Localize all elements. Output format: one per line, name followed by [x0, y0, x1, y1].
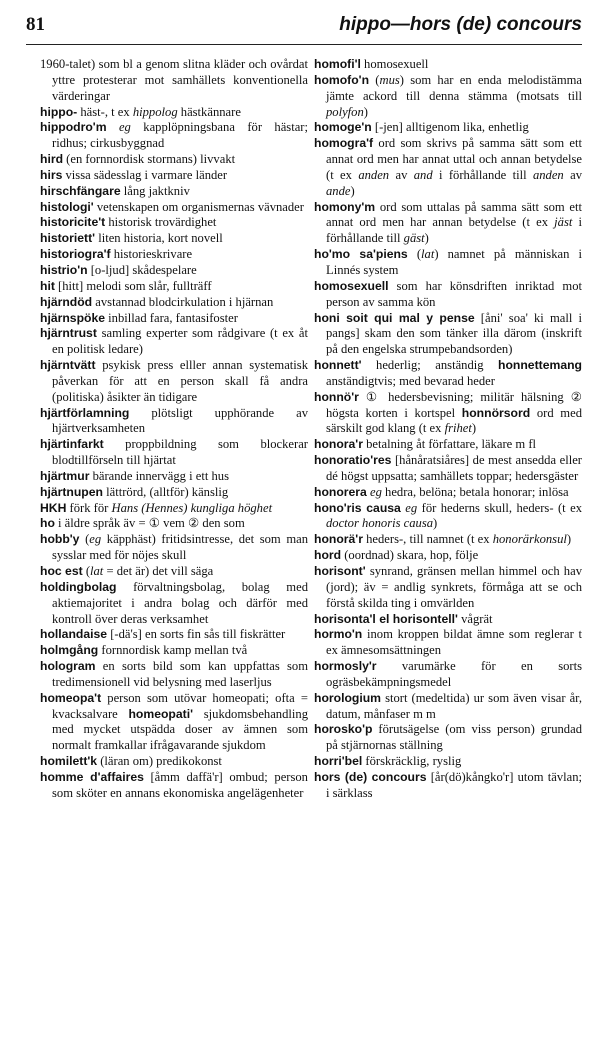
- dictionary-entry: [40, 168, 308, 184]
- entry-text: psykisk press elller annan systematisk påverkan för att en person skall få andra (politiska) åsikter än tidigare: [52, 358, 308, 404]
- entry-text: person som utövar homeopati; ofta = kvacksalvare: [52, 690, 308, 721]
- entry-text: [-dä's] en sorts fin sås till fiskrätter: [107, 627, 286, 642]
- dictionary-entry: [314, 548, 582, 564]
- entry-text: inbillad fara, fantasifoster: [105, 310, 238, 325]
- entry-text: inom kroppen bildat ämne som reglerar t ex ämnesomsättningen: [326, 627, 582, 658]
- entry-text: historisk trovärdighet: [105, 215, 217, 230]
- dictionary-entry: [40, 184, 308, 200]
- dictionary-entry: [314, 120, 582, 136]
- dictionary-entry: [314, 501, 582, 533]
- dictionary-entry: [40, 105, 308, 121]
- dictionary-entry: [314, 437, 582, 453]
- dictionary-entry: [314, 453, 582, 485]
- entry-headword: ho'mo sa'piens: [314, 247, 408, 262]
- entry-text: [åmm daffä'r] ombud; person som sköter en annans ekonomiska angelägenheter: [52, 769, 308, 800]
- entry-text: [åni' soa' ki mall i pangs] skam den som tänker illa därom (inskrift på den engelska strumpebandsorden): [326, 310, 582, 357]
- entry-text: bärande innervägg i ett hus: [89, 468, 229, 483]
- entry-headword: honnö'r: [314, 389, 359, 404]
- entry-text: ord som uttalas på samma sätt som ett annat ord men har annan betydelse (t ex: [326, 199, 582, 230]
- entry-headword: HKH: [40, 500, 67, 515]
- dictionary-entry: [40, 215, 308, 231]
- entry-text: eg: [118, 120, 131, 135]
- entry-headword: honnettemang: [498, 358, 582, 373]
- right-column: [314, 57, 582, 802]
- entry-text: lättrörd, (alltför) känslig: [102, 484, 229, 499]
- entry-text: ): [566, 532, 572, 547]
- entry-text: ): [350, 183, 355, 198]
- dictionary-entry: [314, 627, 582, 659]
- entry-headword: hjärnspöke: [40, 310, 106, 325]
- entry-headword: hjärntvätt: [40, 358, 96, 373]
- entry-text: plötsligt upphörande av hjärtverksamheten: [52, 405, 308, 436]
- entry-text: honorärkonsul: [492, 532, 567, 547]
- dictionary-entry: [314, 722, 582, 754]
- entry-headword: hjärntrust: [40, 326, 97, 341]
- entry-text: (en fornnordisk stormans) livvakt: [63, 152, 236, 167]
- dictionary-entry: [40, 627, 308, 643]
- entry-text: [107, 120, 119, 134]
- entry-headword: homogra'f: [314, 136, 374, 151]
- entry-headword: hit: [40, 278, 55, 293]
- dictionary-entry: [40, 295, 308, 311]
- entry-headword: hirschfängare: [40, 183, 121, 198]
- entry-headword: homony'm: [314, 199, 376, 214]
- entry-text: förskräcklig, ryslig: [362, 754, 462, 769]
- entry-headword: hird: [40, 152, 64, 167]
- entry-text: varumärke för en sorts ogräsbekämpningsmedel: [326, 659, 582, 689]
- entry-headword: hirs: [40, 167, 63, 182]
- dictionary-entry: [40, 231, 308, 247]
- entry-headword: homofi'l: [314, 57, 361, 71]
- dictionary-entry: [314, 564, 582, 612]
- dictionary-entry: [40, 564, 308, 580]
- entry-headword: hologram: [40, 659, 96, 674]
- entry-text: i äldre språk äv = ① vem ② den som: [54, 516, 245, 531]
- entry-text: ) som har en enda melodistämma jämte ackord till denna stämma (motsats till: [326, 72, 583, 103]
- entry-text: anden: [532, 167, 564, 182]
- dictionary-entry: [40, 691, 308, 754]
- entry-headword: homoge'n: [314, 120, 372, 135]
- entry-text: and: [413, 167, 433, 182]
- entry-text: polyfon: [326, 104, 364, 119]
- entry-text: hederlig; anständig: [361, 358, 499, 373]
- entry-headword: holmgång: [40, 643, 99, 658]
- entry-headword: hippo-: [40, 104, 78, 119]
- dictionary-entry: [40, 754, 308, 770]
- running-head: hippo—hors (de) concours: [339, 14, 582, 35]
- entry-text: sjukdomsbehandling med mycket utspädda doser av ämnen som normalt framkallar ifrågavarande sjukdom: [52, 706, 308, 753]
- entry-headword: histrio'n: [40, 262, 88, 277]
- entry-text: avstannad blodcirkulation i hjärnan: [92, 294, 274, 309]
- entry-headword: hobb'y: [40, 532, 80, 547]
- entry-headword: horosko'p: [314, 722, 373, 737]
- entry-text: anständigtvis; med bevarad heder: [326, 373, 495, 388]
- entry-text: synrand, gränsen mellan himmel och hav (jord); äv = andlig synkrets, förmåga att se och förstå skilda ting i omvärlden: [326, 564, 582, 610]
- dictionary-entry: [40, 501, 308, 517]
- entry-headword: honnett': [314, 358, 362, 373]
- entry-text: hippolog: [132, 104, 178, 119]
- entry-text: kapplöpningsbana för hästar; ridhus; cirkusbyggnad: [52, 120, 308, 151]
- entry-headword: hormo'n: [314, 627, 363, 642]
- entry-text: [hitt] melodi som slår, fullträff: [54, 278, 212, 293]
- entry-text: vågrät: [457, 611, 493, 626]
- entry-text: = det är) det vill säga: [103, 564, 214, 578]
- entry-text: [o-ljud] skådespelare: [87, 262, 197, 277]
- entry-text: doctor honoris causa: [326, 516, 434, 531]
- dictionary-entry: [40, 437, 308, 469]
- dictionary-entry: [40, 311, 308, 327]
- entry-text: (: [79, 532, 90, 547]
- entry-text: ① hedersbevisning; militär hälsning ② högsta korten i kortspel: [326, 389, 582, 420]
- entry-text: fornnordisk kamp mellan två: [98, 643, 248, 658]
- entry-text: förvaltningsbolag, bolag med aktiemajoritet i andra bolag och därför med kontroll över deras verksamhet: [52, 579, 308, 626]
- entry-text: eg: [89, 532, 102, 547]
- entry-text: av: [389, 167, 414, 182]
- entry-text: i förhållande till: [326, 215, 582, 246]
- entry-text: av: [563, 167, 582, 182]
- dictionary-entry: [40, 57, 308, 105]
- entry-text: samling experter som rådgivare (t ex åt en politisk ledare): [52, 326, 308, 357]
- entry-text: homosexuell: [360, 57, 429, 71]
- dictionary-entry: [314, 390, 582, 438]
- dictionary-entry: [40, 659, 308, 691]
- dictionary-entry: [40, 770, 308, 802]
- entry-headword: homme d'affaires: [40, 769, 144, 784]
- entry-text: häst-, t ex: [77, 104, 133, 119]
- entry-headword: hord: [314, 548, 342, 563]
- entry-text: stort (medeltida) ur som även visar år, datum, månfaser m m: [326, 690, 582, 721]
- dictionary-entry: [314, 358, 582, 390]
- dictionary-entry: [40, 532, 308, 564]
- entry-headword: hjärtmur: [40, 468, 90, 483]
- dictionary-entry: [40, 326, 308, 358]
- dictionary-entry: [40, 200, 308, 216]
- entry-text: käpphäst) fritidsintresse, det som man sysslar med för nöjes skull: [52, 532, 309, 563]
- entry-text: 1960-talet) som bl a genom slitna kläder och ovårdat yttre protesterar mot samhällets konventionella värderingar: [40, 57, 308, 103]
- entry-headword: hors (de) concours: [314, 769, 427, 784]
- entry-headword: ho: [40, 516, 55, 531]
- dictionary-entry: [40, 263, 308, 279]
- entry-text: ande: [326, 183, 351, 198]
- entry-headword: historiett': [40, 231, 96, 246]
- entry-headword: hono'ris causa: [314, 500, 401, 515]
- dictionary-entry: [314, 57, 582, 73]
- entry-headword: honora'r: [314, 437, 363, 452]
- entry-text: ): [433, 516, 438, 531]
- dictionary-entry: [314, 311, 582, 359]
- dictionary-entry: [40, 120, 308, 152]
- dictionary-entry: [40, 580, 308, 628]
- entry-headword: hjärtnupen: [40, 484, 103, 499]
- entry-text: lång jaktkniv: [120, 183, 190, 198]
- entry-text: heders-, till namnet (t ex: [362, 532, 493, 547]
- entry-headword: honoratio'res: [314, 453, 392, 468]
- entry-text: hästkännare: [177, 104, 241, 119]
- entry-text: mus: [379, 72, 400, 87]
- entry-text: som har könsdriften inriktad mot person av samma kön: [326, 278, 582, 309]
- entry-text: förutsägelse (om viss person) grundad på stjärnornas ställning: [326, 722, 582, 753]
- entry-text: [år(dö)kångko'r] utom tävlan; i särklass: [326, 769, 582, 800]
- dictionary-entry: [40, 643, 308, 659]
- entry-text: ): [471, 421, 477, 436]
- entry-text: ): [424, 231, 429, 246]
- entry-headword: honnörsord: [461, 405, 531, 420]
- entry-text: vissa sädesslag i varmare länder: [62, 167, 228, 182]
- entry-text: ) namnet på människan i Linnés system: [326, 247, 582, 277]
- dictionary-entry: [314, 200, 582, 248]
- dictionary-entry: [314, 73, 582, 121]
- entry-text: (: [407, 247, 422, 262]
- entry-text: i förhållande till: [432, 167, 533, 182]
- dictionary-entry: [40, 485, 308, 501]
- dictionary-entry: [314, 691, 582, 723]
- entry-text: eg: [405, 500, 418, 515]
- entry-text: (oordnad) skara, hop, följe: [341, 548, 479, 563]
- entry-headword: hjärtförlamning: [40, 405, 130, 420]
- entry-headword: honorä'r: [314, 532, 363, 547]
- dictionary-entry: [314, 659, 582, 691]
- entry-text: ord med särskilt god klang (t ex: [326, 405, 582, 436]
- entry-headword: horisonta'l el horisontell': [314, 611, 458, 626]
- entry-text: proppbildning som blockerar blodtillförseln till hjärtat: [52, 437, 308, 468]
- dictionary-columns: [26, 57, 582, 802]
- dictionary-entry: [40, 406, 308, 438]
- entry-text: [hånåratsiåres] de mest ansedda eller dé högst uppsatta; samhällets toppar; hedersgäster: [326, 453, 582, 483]
- dictionary-entry: [314, 279, 582, 311]
- entry-text: jäst: [554, 215, 573, 230]
- dictionary-entry: [40, 279, 308, 295]
- entry-text: [-jen] alltigenom lika, enhetlig: [371, 120, 529, 135]
- dictionary-entry: [314, 136, 582, 199]
- entry-text: ord som skrivs på samma sätt som ett annat ord men har annat uttal och annan betydelse (t ex: [326, 136, 582, 182]
- entry-text: liten historia, kort novell: [95, 231, 223, 246]
- dictionary-entry: [40, 358, 308, 406]
- dictionary-entry: [40, 516, 308, 532]
- entry-headword: homofo'n: [314, 72, 370, 87]
- dictionary-entry: [40, 152, 308, 168]
- entry-headword: hjärndöd: [40, 294, 93, 309]
- page-header: [26, 14, 582, 45]
- entry-headword: horri'bel: [314, 754, 363, 769]
- entry-text: lat: [421, 247, 435, 262]
- entry-headword: honi soit qui mal y pense: [314, 310, 475, 325]
- entry-headword: hormosly'r: [314, 659, 377, 674]
- entry-headword: horisont': [314, 564, 366, 578]
- entry-text: gäst: [403, 231, 425, 246]
- entry-text: en sorts bild som kan uppfattas som tredimensionell vid belysning med laserljus: [52, 659, 308, 689]
- entry-text: eg: [369, 484, 382, 499]
- dictionary-entry: [40, 247, 308, 263]
- left-column: [26, 57, 308, 802]
- entry-text: ): [363, 104, 368, 119]
- entry-headword: holdingbolag: [40, 579, 117, 594]
- page-number: 81: [26, 14, 45, 35]
- entry-text: anden: [358, 167, 390, 182]
- dictionary-entry: [314, 247, 582, 279]
- dictionary-entry: [314, 770, 582, 802]
- entry-headword: homosexuell: [314, 278, 389, 293]
- entry-text: Hans (Hennes) kungliga höghet: [111, 500, 273, 515]
- entry-text: hedra, belöna; betala honorar; inlösa: [381, 484, 569, 499]
- entry-headword: hjärtinfarkt: [40, 437, 104, 452]
- entry-headword: historicite't: [40, 215, 106, 230]
- entry-text: betalning åt författare, läkare m fl: [362, 437, 537, 452]
- dictionary-entry: [314, 532, 582, 548]
- entry-headword: homeopa't: [40, 690, 102, 705]
- entry-text: för hederns skull, heders- (t ex: [417, 500, 582, 515]
- entry-text: förk för: [66, 500, 112, 515]
- dictionary-entry: [314, 754, 582, 770]
- entry-headword: histologi': [40, 199, 94, 214]
- dictionary-entry: [314, 612, 582, 628]
- entry-text: frihet: [444, 421, 472, 436]
- dictionary-entry: [40, 469, 308, 485]
- entry-headword: horologium: [314, 690, 382, 705]
- entry-headword: hippodro'm: [40, 120, 107, 135]
- entry-text: (läran om) predikokonst: [97, 754, 222, 769]
- entry-text: historieskrivare: [110, 247, 193, 262]
- entry-headword: hoc est: [40, 564, 83, 578]
- entry-text: (: [369, 72, 380, 87]
- entry-text: vetenskapen om organismernas vävnader: [93, 199, 304, 214]
- entry-headword: homilett'k: [40, 754, 98, 769]
- entry-text: (: [82, 564, 91, 578]
- dictionary-entry: [314, 485, 582, 501]
- entry-headword: honorera: [314, 484, 367, 499]
- entry-headword: homeopati': [128, 706, 193, 721]
- entry-headword: hollandaise: [40, 627, 108, 642]
- entry-headword: historiogra'f: [40, 247, 111, 262]
- entry-text: lat: [90, 564, 104, 578]
